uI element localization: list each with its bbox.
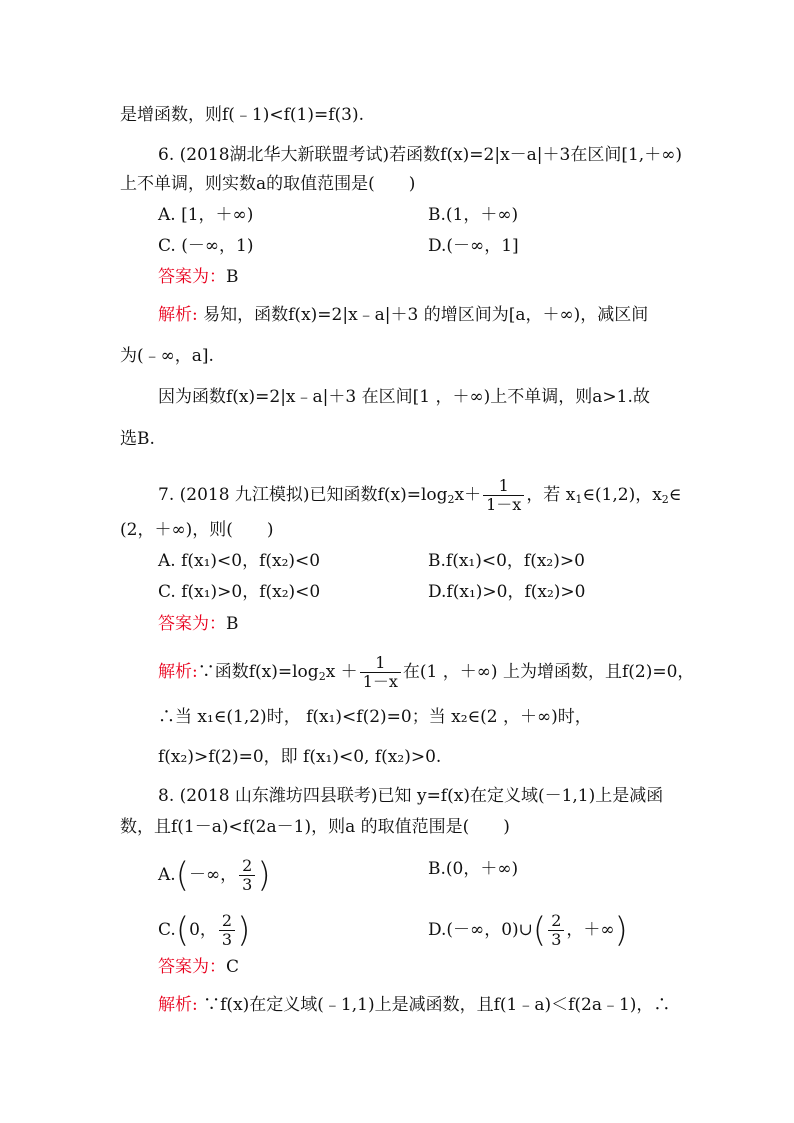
q8-option-d — [428, 912, 628, 949]
q7-text: ∈(1,2)，x — [582, 485, 662, 505]
analysis-text: ∵f(x)在定义域(﹣1,1)上是减函数，且f(1﹣a)＜f(2a﹣1)，∴ — [203, 995, 671, 1015]
question-7 — [158, 477, 681, 514]
q7-answer — [158, 612, 239, 636]
denominator: 3 — [219, 930, 235, 949]
option-text: －∞， — [188, 865, 238, 885]
fraction — [219, 912, 235, 949]
q6-analysis-2: 为(﹣∞，a]. — [120, 346, 214, 366]
q6-analysis-1 — [158, 303, 648, 327]
question-8: 8. (2018 山东潍坊四县联考)已知 y=f(x)在定义域(－1,1)上是减函 — [158, 786, 664, 806]
q6-option-b: B.(1，＋∞) — [428, 205, 519, 225]
q7-option-a: A. f(x₁)<0，f(x₂)<0 — [158, 551, 321, 571]
answer-label: 答案为： — [158, 957, 226, 977]
denominator: 3 — [548, 930, 564, 949]
q7-text: ∈ — [668, 485, 682, 505]
question-7-cont: (2，＋∞)，则( ) — [120, 520, 274, 540]
numerator: 2 — [551, 911, 562, 930]
subscript: 2 — [661, 493, 669, 506]
text-line: 是增函数，则f(﹣1)<f(1)=f(3). — [120, 105, 365, 125]
option-text: 0， — [189, 920, 217, 940]
analysis-text: 易知，函数f(x)=2|x﹣a|＋3 的增区间为[a，＋∞)，减区间 — [203, 305, 649, 325]
analysis-label: 解析: — [158, 305, 198, 325]
fraction — [483, 477, 524, 514]
q7-option-c: C. f(x₁)>0，f(x₂)<0 — [158, 582, 321, 602]
q7-analysis-2: ∴当 x₁∈(1,2)时， f(x₁)<f(2)=0；当 x₂∈(2 ，＋∞)时， — [158, 707, 592, 727]
q7-option-d: D.f(x₁)>0，f(x₂)>0 — [428, 582, 586, 602]
q8-answer — [158, 955, 239, 979]
q8-option-b: B.(0，＋∞) — [428, 859, 519, 879]
answer-value: B — [226, 614, 239, 634]
numerator: 1 — [498, 476, 509, 495]
question-6: 6. (2018湖北华大新联盟考试)若函数f(x)=2|x－a|＋3在区间[1,＋∞) — [158, 145, 682, 165]
answer-label: 答案为： — [158, 614, 226, 634]
q6-option-c: C. (－∞，1) — [158, 236, 254, 256]
q7-text: ，若 x — [526, 485, 576, 505]
denominator: 1－x — [483, 495, 524, 514]
analysis-label: 解析: — [158, 662, 198, 682]
fraction — [360, 654, 401, 691]
q7-option-b: B.f(x₁)<0，f(x₂)>0 — [428, 551, 585, 571]
answer-value: B — [226, 267, 239, 287]
analysis-text: x ＋ — [325, 662, 358, 682]
paren: ) — [237, 910, 251, 951]
numerator: 2 — [221, 911, 233, 930]
log-base: 2 — [318, 670, 326, 683]
q6-option-d: D.(－∞，1] — [428, 236, 519, 256]
paren: ) — [614, 910, 628, 951]
numerator: 1 — [375, 653, 386, 672]
fraction — [548, 912, 564, 949]
paren: ) — [257, 855, 271, 896]
subscript: 1 — [575, 493, 583, 506]
q6-option-a: A. [1，＋∞) — [158, 205, 254, 225]
q6-analysis-4: 选B. — [120, 429, 155, 449]
q8-option-a — [158, 857, 271, 894]
q7-x: x＋ — [454, 485, 482, 505]
q7-analysis-3: f(x₂)>f(2)=0，即 f(x₁)<0, f(x₂)>0. — [158, 747, 442, 767]
q7-text: 7. (2018 九江模拟)已知函数f(x)=log — [158, 485, 448, 505]
option-label: C. — [158, 920, 176, 940]
analysis-label: 解析: — [158, 995, 198, 1015]
answer-value: C — [226, 957, 240, 977]
denominator: 3 — [239, 875, 255, 894]
q6-analysis-3: 因为函数f(x)=2|x﹣a|＋3 在区间[1 ，＋∞)上不单调，则a>1.故 — [158, 387, 650, 407]
q6-answer — [158, 265, 239, 289]
paren: ( — [175, 910, 190, 951]
option-text: ，＋∞ — [566, 920, 615, 940]
option-label: A. — [158, 865, 176, 885]
analysis-text: ∵函数f(x)=log — [197, 662, 319, 682]
q8-option-c — [158, 912, 250, 949]
fraction — [239, 857, 255, 894]
question-6-cont: 上不单调，则实数a的取值范围是( ) — [120, 174, 416, 194]
q7-analysis-1 — [158, 654, 694, 691]
denominator: 1－x — [360, 672, 401, 691]
answer-label: 答案为： — [158, 267, 226, 287]
analysis-text: 在(1 ，＋∞) 上为增函数，且f(2)=0， — [402, 662, 695, 682]
log-base: 2 — [447, 493, 455, 506]
question-8-cont: 数，且f(1－a)<f(2a－1)，则a 的取值范围是( ) — [120, 817, 510, 837]
paren: ( — [175, 855, 189, 896]
option-label: D.(－∞，0)∪ — [428, 920, 533, 940]
q8-analysis-1 — [158, 993, 670, 1017]
paren: ( — [532, 910, 547, 951]
numerator: 2 — [242, 856, 253, 875]
